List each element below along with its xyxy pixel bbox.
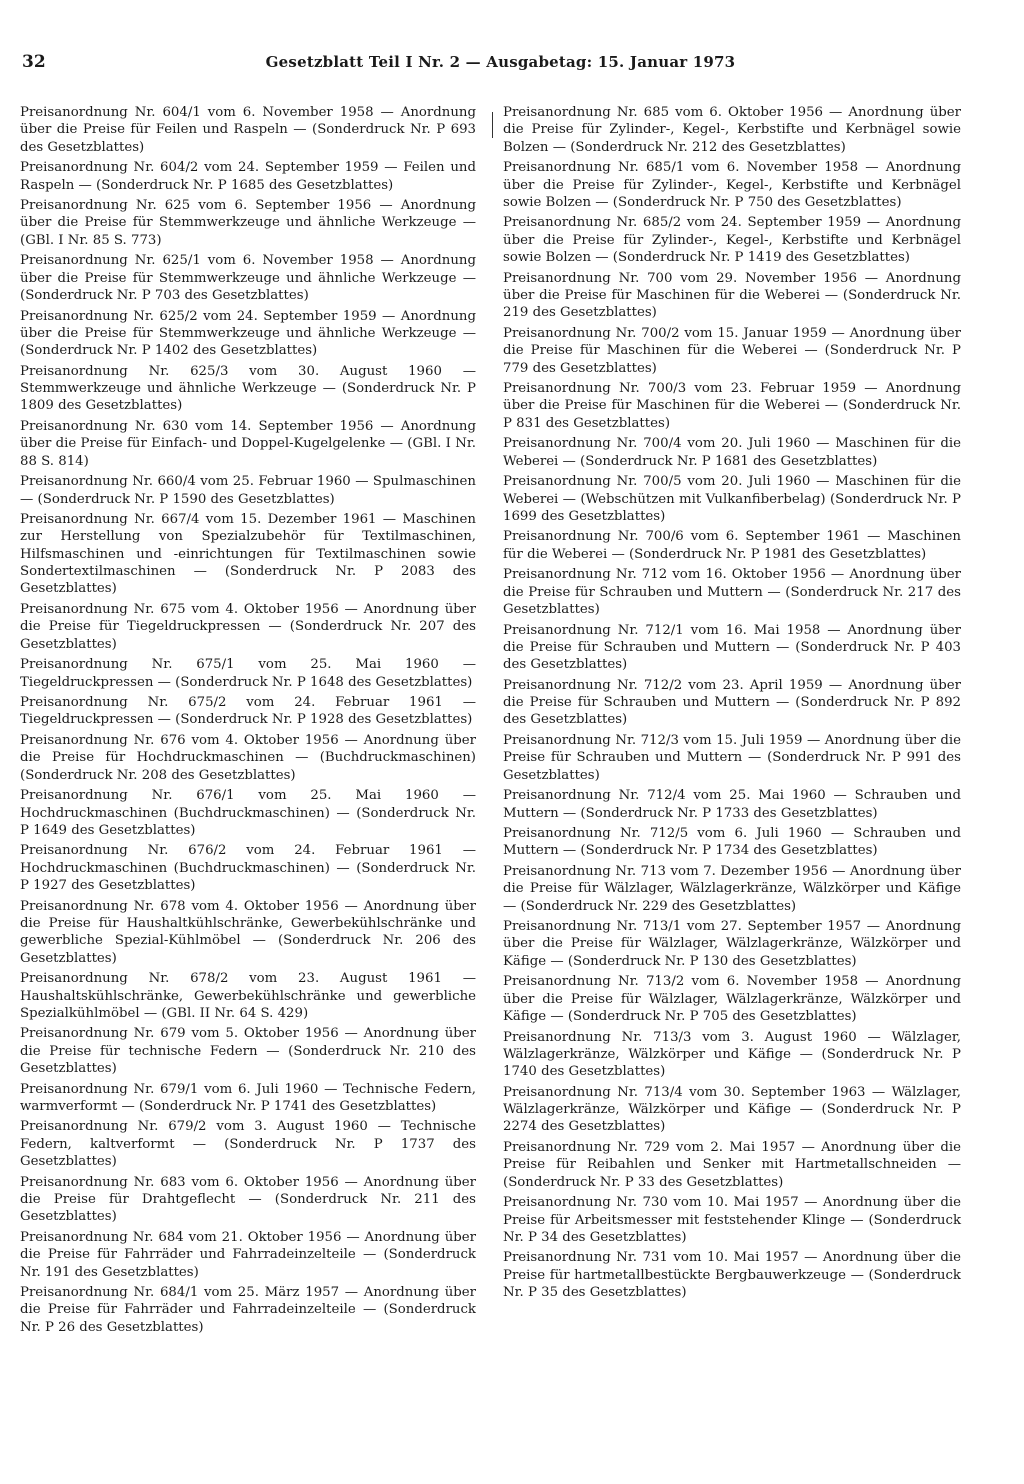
list-item: Preisanordnung Nr. 713/1 vom 27. September 1957 — Anordnung über die Preise für Wälzlager, Wälzlagerkränze, Wälzkörper und Käfige — (Sonderdruck Nr. P 130 des Gesetzblattes) xyxy=(503,919,961,969)
list-item: Preisanordnung Nr. 660/4 vom 25. Februar 1960 — Spulmaschinen — (Sonderdruck Nr. P 1590 des Gesetzblattes) xyxy=(20,474,476,507)
list-item: Preisanordnung Nr. 712/1 vom 16. Mai 1958 — Anordnung über die Preise für Schrauben und Muttern — (Sonderdruck Nr. P 403 des Gesetzblattes) xyxy=(503,622,961,673)
right-column xyxy=(503,104,961,1305)
list-item: Preisanordnung Nr. 630 vom 14. September 1956 — Anordnung über die Preise für Einfach- und Doppel-Kugelgelenke — (GBl. I Nr. 88 S. 814) xyxy=(20,418,476,469)
gazette-title: Gesetzblatt Teil I Nr. 2 — Ausgabetag: 15. Januar 1973 xyxy=(265,53,736,71)
list-item: Preisanordnung Nr. 675 vom 4. Oktober 1956 — Anordnung über die Preise für Tiegeldruckpressen — (Sonderdruck Nr. 207 des Gesetzblattes) xyxy=(20,601,476,652)
list-item: Preisanordnung Nr. 678/2 vom 23. August 1961 — Haushaltskühlschränke, Gewerbekühlschränke und gewerbliche Spezialkühlmöbel — (GBl. II Nr. 64 S. 429) xyxy=(20,971,476,1021)
list-item: Preisanordnung Nr. 729 vom 2. Mai 1957 — Anordnung über die Preise für Reibahlen und Senker mit Hartmetallschneiden — (Sonderdruck Nr. P 33 des Gesetzblattes) xyxy=(503,1140,961,1190)
list-item: Preisanordnung Nr. 713 vom 7. Dezember 1956 — Anordnung über die Preise für Wälzlager, Wälzlagerkränze, Wälzkörper und Käfige — (Sonderdruck Nr. 229 des Gesetzblattes) xyxy=(503,863,961,914)
list-item: Preisanordnung Nr. 700 vom 29. November 1956 — Anordnung über die Preise für Maschinen für die Weberei — (Sonderdruck Nr. 219 des Gesetzblattes) xyxy=(503,270,961,321)
list-item: Preisanordnung Nr. 625/3 vom 30. August 1960 — Stemmwerkzeuge und ähnliche Werkzeuge — (Sonderdruck Nr. P 1809 des Gesetzblattes) xyxy=(20,363,476,414)
list-item: Preisanordnung Nr. 667/4 vom 15. Dezember 1961 — Maschinen zur Herstellung von Spezialzubehör für Textilmaschinen, Hilfsmaschinen und -einrichtungen für Textilmaschinen sowie Sondertextilmaschinen — (Sonderdruck Nr. P 2083 des Gesetzblattes) xyxy=(20,512,476,597)
list-item: Preisanordnung Nr. 713/3 vom 3. August 1960 — Wälzlager, Wälzlagerkränze, Wälzkörper und Käfige — (Sonderdruck Nr. P 1740 des Gesetzblattes) xyxy=(503,1029,961,1080)
left-column xyxy=(20,104,476,1339)
list-item: Preisanordnung Nr. 675/1 vom 25. Mai 1960 — Tiegeldruckpressen — (Sonderdruck Nr. P 1648 des Gesetzblattes) xyxy=(20,657,476,690)
list-item: Preisanordnung Nr. 604/2 vom 24. September 1959 — Feilen und Raspeln — (Sonderdruck Nr. P 1685 des Gesetzblattes) xyxy=(20,160,476,193)
list-item: Preisanordnung Nr. 685/2 vom 24. September 1959 — Anordnung über die Preise für Zylinder-, Kegel-, Kerbstifte und Kerbnägel sowie Bolzen — (Sonderdruck Nr. P 1419 des Gesetzblattes) xyxy=(503,215,961,266)
list-item: Preisanordnung Nr. 700/2 vom 15. Januar 1959 — Anordnung über die Preise für Maschinen für die Weberei — (Sonderdruck Nr. P 779 des Gesetzblattes) xyxy=(503,325,961,376)
list-item: Preisanordnung Nr. 731 vom 10. Mai 1957 — Anordnung über die Preise für hartmetallbestückte Bergbauwerkzeuge — (Sonderdruck Nr. P 35 des Gesetzblattes) xyxy=(503,1250,961,1301)
list-item: Preisanordnung Nr. 679 vom 5. Oktober 1956 — Anordnung über die Preise für technische Federn — (Sonderdruck Nr. 210 des Gesetzblattes) xyxy=(20,1026,476,1077)
list-item: Preisanordnung Nr. 683 vom 6. Oktober 1956 — Anordnung über die Preise für Drahtgeflecht — (Sonderdruck Nr. 211 des Gesetzblattes) xyxy=(20,1174,476,1225)
column-divider xyxy=(492,112,493,138)
list-item: Preisanordnung Nr. 712/2 vom 23. April 1959 — Anordnung über die Preise für Schrauben und Muttern — (Sonderdruck Nr. P 892 des Gesetzblattes) xyxy=(503,677,961,728)
list-item: Preisanordnung Nr. 625/1 vom 6. November 1958 — Anordnung über die Preise für Stemmwerkzeuge und ähnliche Werkzeuge — (Sonderdruck Nr. P 703 des Gesetzblattes) xyxy=(20,253,476,303)
list-item: Preisanordnung Nr. 678 vom 4. Oktober 1956 — Anordnung über die Preise für Haushaltkühlschränke, Gewerbekühlschränke und gewerbliche Spezial-Kühlmöbel — (Sonderdruck Nr. 206 des Gesetzblattes) xyxy=(20,898,476,966)
list-item: Preisanordnung Nr. 713/4 vom 30. September 1963 — Wälzlager, Wälzlagerkränze, Wälzkörper und Käfige — (Sonderdruck Nr. P 2274 des Gesetzblattes) xyxy=(503,1084,961,1135)
list-item: Preisanordnung Nr. 712/5 vom 6. Juli 1960 — Schrauben und Muttern — (Sonderdruck Nr. P 1734 des Gesetzblattes) xyxy=(503,826,961,859)
list-item: Preisanordnung Nr. 713/2 vom 6. November 1958 — Anordnung über die Preise für Wälzlager, Wälzlagerkränze, Wälzkörper und Käfige — (Sonderdruck Nr. P 705 des Gesetzblattes) xyxy=(503,974,961,1025)
list-item: Preisanordnung Nr. 700/6 vom 6. September 1961 — Maschinen für die Weberei — (Sonderdruck Nr. P 1981 des Gesetzblattes) xyxy=(503,529,961,562)
list-item: Preisanordnung Nr. 685 vom 6. Oktober 1956 — Anordnung über die Preise für Zylinder-, Kegel-, Kerbstifte und Kerbnägel sowie Bolzen — (Sonderdruck Nr. 212 des Gesetzblattes) xyxy=(503,105,961,155)
page-header xyxy=(22,52,990,72)
list-item: Preisanordnung Nr. 675/2 vom 24. Februar 1961 — Tiegeldruckpressen — (Sonderdruck Nr. P 1928 des Gesetzblattes) xyxy=(20,695,476,728)
list-item: Preisanordnung Nr. 676/2 vom 24. Februar 1961 — Hochdruckmaschinen (Buchdruckmaschinen) — (Sonderdruck Nr. P 1927 des Gesetzblattes) xyxy=(20,843,476,894)
list-item: Preisanordnung Nr. 604/1 vom 6. November 1958 — Anordnung über die Preise für Feilen und Raspeln — (Sonderdruck Nr. P 693 des Gesetzblattes) xyxy=(20,105,476,155)
list-item: Preisanordnung Nr. 679/1 vom 6. Juli 1960 — Technische Federn, warmverformt — (Sonderdruck Nr. P 1741 des Gesetzblattes) xyxy=(20,1081,476,1114)
list-item: Preisanordnung Nr. 684/1 vom 25. März 1957 — Anordnung über die Preise für Fahrräder und Fahrradeinzelteile — (Sonderdruck Nr. P 26 des Gesetzblattes) xyxy=(20,1285,476,1335)
list-item: Preisanordnung Nr. 712/4 vom 25. Mai 1960 — Schrauben und Muttern — (Sonderdruck Nr. P 1733 des Gesetzblattes) xyxy=(503,788,961,821)
list-item: Preisanordnung Nr. 684 vom 21. Oktober 1956 — Anordnung über die Preise für Fahrräder und Fahrradeinzelteile — (Sonderdruck Nr. 191 des Gesetzblattes) xyxy=(20,1229,476,1280)
list-item: Preisanordnung Nr. 700/4 vom 20. Juli 1960 — Maschinen für die Weberei — (Sonderdruck Nr. P 1681 des Gesetzblattes) xyxy=(503,436,961,469)
list-item: Preisanordnung Nr. 676/1 vom 25. Mai 1960 — Hochdruckmaschinen (Buchdruckmaschinen) — (Sonderdruck Nr. P 1649 des Gesetzblattes) xyxy=(20,788,476,838)
list-item: Preisanordnung Nr. 700/3 vom 23. Februar 1959 — Anordnung über die Preise für Maschinen für die Weberei — (Sonderdruck Nr. P 831 des Gesetzblattes) xyxy=(503,381,961,431)
list-item: Preisanordnung Nr. 679/2 vom 3. August 1960 — Technische Federn, kaltverformt — (Sonderdruck Nr. P 1737 des Gesetzblattes) xyxy=(20,1119,476,1170)
list-item: Preisanordnung Nr. 700/5 vom 20. Juli 1960 — Maschinen für die Weberei — (Webschützen mit Vulkanfiberbelag) (Sonderdruck Nr. P 1699 des Gesetzblattes) xyxy=(503,474,961,524)
list-item: Preisanordnung Nr. 712/3 vom 15. Juli 1959 — Anordnung über die Preise für Schrauben und Muttern — (Sonderdruck Nr. P 991 des Gesetzblattes) xyxy=(503,732,961,783)
list-item: Preisanordnung Nr. 676 vom 4. Oktober 1956 — Anordnung über die Preise für Hochdruckmaschinen — (Buchdruckmaschinen) (Sonderdruck Nr. 208 des Gesetzblattes) xyxy=(20,732,476,783)
list-item: Preisanordnung Nr. 730 vom 10. Mai 1957 — Anordnung über die Preise für Arbeitsmesser mit feststehender Klinge — (Sonderdruck Nr. P 34 des Gesetzblattes) xyxy=(503,1195,961,1245)
list-item: Preisanordnung Nr. 685/1 vom 6. November 1958 — Anordnung über die Preise für Zylinder-, Kegel-, Kerbstifte und Kerbnägel sowie Bolzen — (Sonderdruck Nr. P 750 des Gesetzblattes) xyxy=(503,160,961,210)
list-item: Preisanordnung Nr. 625/2 vom 24. September 1959 — Anordnung über die Preise für Stemmwerkzeuge und ähnliche Werkzeuge — (Sonderdruck Nr. P 1402 des Gesetzblattes) xyxy=(20,308,476,359)
list-item: Preisanordnung Nr. 712 vom 16. Oktober 1956 — Anordnung über die Preise für Schrauben und Muttern — (Sonderdruck Nr. 217 des Gesetzblattes) xyxy=(503,567,961,617)
list-item: Preisanordnung Nr. 625 vom 6. September 1956 — Anordnung über die Preise für Stemmwerkzeuge und ähnliche Werkzeuge — (GBl. I Nr. 85 S. 773) xyxy=(20,198,476,248)
page-number: 32 xyxy=(22,52,46,72)
